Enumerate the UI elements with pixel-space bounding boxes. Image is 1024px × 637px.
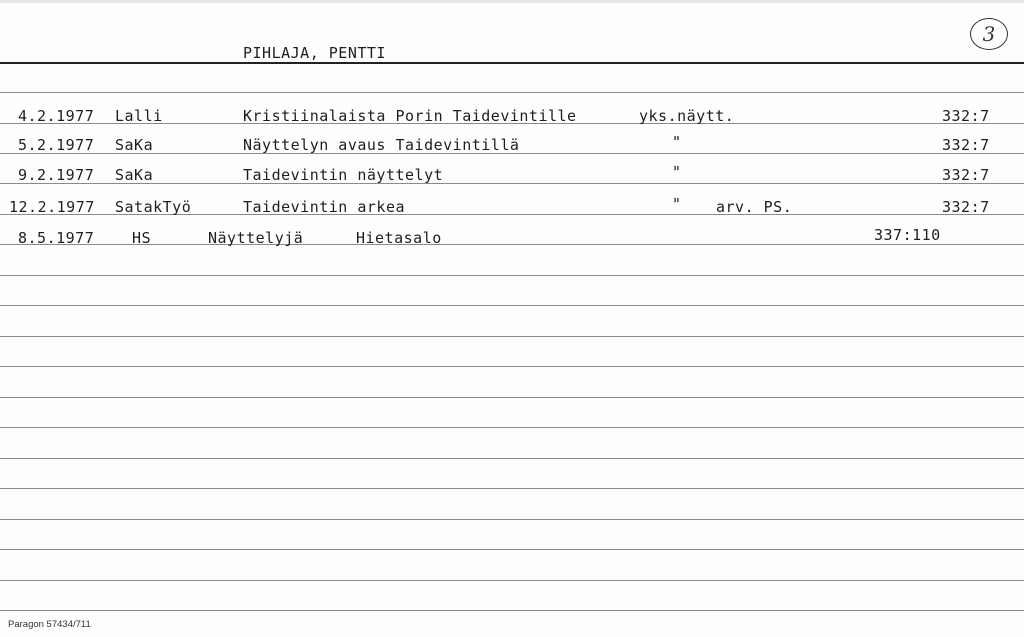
entry-title: Kristiinalaista Porin Taidevintille	[243, 107, 577, 125]
entry-source: HS	[132, 229, 152, 247]
card-number: 3	[982, 22, 996, 46]
entry-ditto-mark: "	[672, 133, 682, 151]
entry-source: Lalli	[115, 107, 163, 125]
entry-ditto-mark: "	[672, 195, 682, 213]
rule-line	[0, 427, 1024, 428]
entry-note: yks.näytt.	[639, 107, 735, 125]
entry-date: 9.2.1977	[18, 166, 95, 184]
entry-source: SaKa	[115, 136, 154, 154]
entry-date: 12.2.1977	[9, 198, 95, 216]
rule-line	[0, 397, 1024, 398]
entry-title: Taidevintin arkea	[243, 198, 406, 216]
entry-title: Taidevintin näyttelyt	[243, 166, 444, 184]
entry-ref: 332:7	[942, 166, 990, 184]
entry-ref: 337:110	[874, 226, 941, 244]
card-top-edge	[0, 0, 1024, 3]
entry-date: 4.2.1977	[18, 107, 95, 125]
entry-reviewer: arv. PS.	[716, 198, 793, 216]
entry-title: Näyttelyjä	[208, 229, 304, 247]
rule-line	[0, 458, 1024, 459]
card-print-mark: Paragon 57434/711	[8, 619, 91, 630]
rule-line	[0, 488, 1024, 489]
rule-line	[0, 366, 1024, 367]
entry-ditto-mark: "	[672, 163, 682, 181]
card-number-circle	[970, 18, 1008, 50]
entry-ref: 332:7	[942, 136, 990, 154]
entry-ref: 332:7	[942, 107, 990, 125]
rule-line	[0, 580, 1024, 581]
entry-date: 8.5.1977	[18, 229, 95, 247]
rule-line	[0, 336, 1024, 337]
entry-date: 5.2.1977	[18, 136, 95, 154]
rule-line	[0, 549, 1024, 550]
entry-ref: 332:7	[942, 198, 990, 216]
header-rule	[0, 62, 1024, 64]
card-heading-name: PIHLAJA, PENTTI	[243, 44, 386, 62]
entry-source: SaKa	[115, 166, 154, 184]
rule-line	[0, 183, 1024, 184]
rule-line	[0, 244, 1024, 245]
entry-source: SatakTyö	[115, 198, 192, 216]
rule-line	[0, 610, 1024, 611]
rule-line	[0, 519, 1024, 520]
entry-title: Näyttelyn avaus Taidevintillä	[243, 136, 520, 154]
rule-line	[0, 275, 1024, 276]
rule-line	[0, 305, 1024, 306]
rule-line	[0, 92, 1024, 93]
entry-author: Hietasalo	[356, 229, 442, 247]
